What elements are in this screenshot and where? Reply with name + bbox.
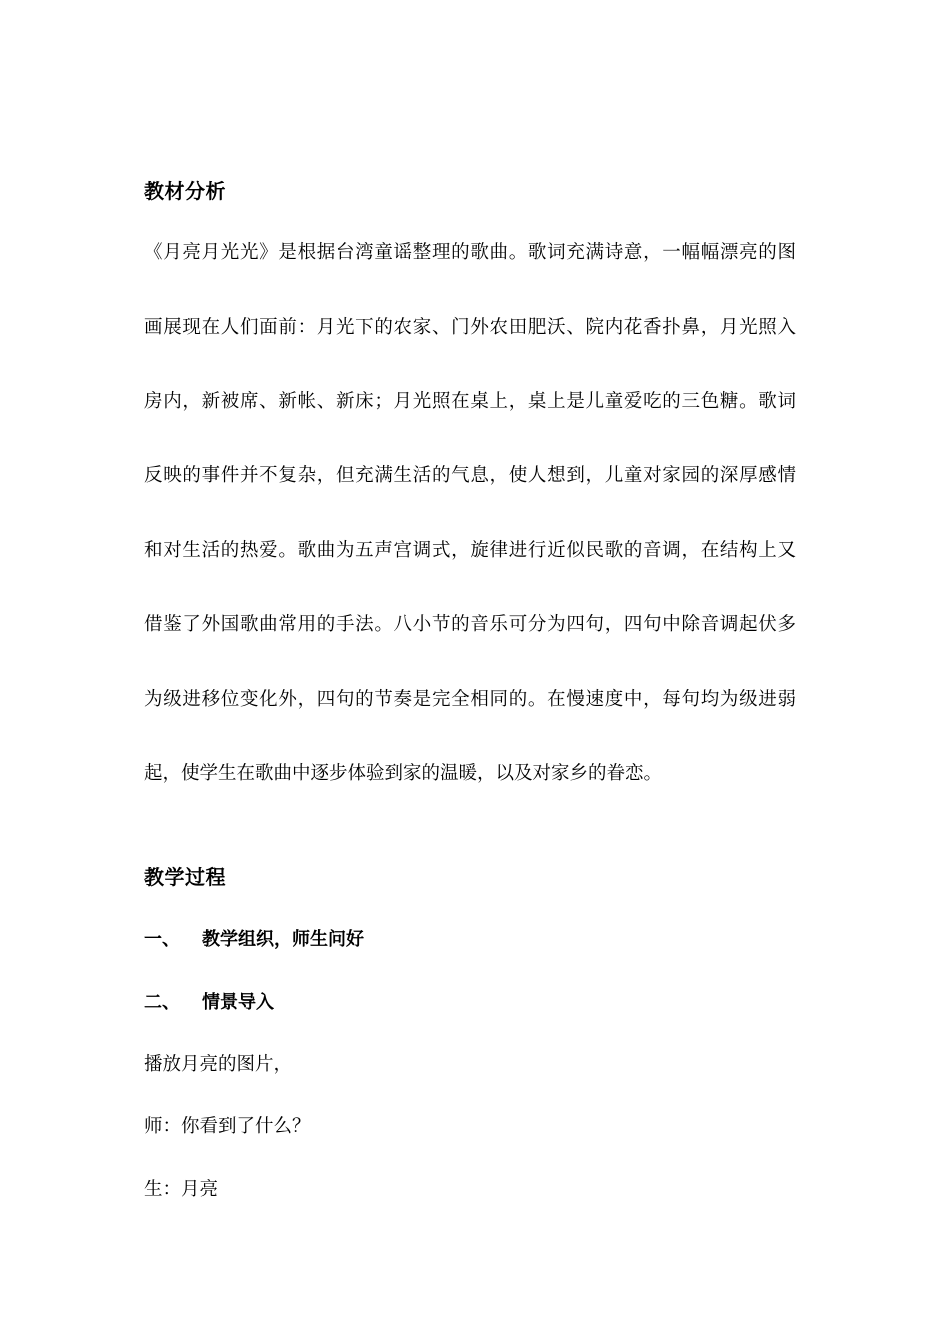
paragraph-line: 借鉴了外国歌曲常用的手法。八小节的音乐可分为四句，四句中除音调起伏多 <box>144 614 796 635</box>
step-number: 一、 <box>144 929 180 950</box>
paragraph-line: 反映的事件并不复杂，但充满生活的气息，使人想到，儿童对家园的深厚感情 <box>144 465 796 486</box>
step-number: 二、 <box>144 992 180 1013</box>
paragraph-line: 和对生活的热爱。歌曲为五声宫调式，旋律进行近似民歌的音调，在结构上又 <box>144 540 796 561</box>
paragraph-line: 《月亮月光光》是根据台湾童谣整理的歌曲。歌词充满诗意，一幅幅漂亮的图 <box>144 242 796 263</box>
step-item <box>144 925 364 951</box>
paragraph-line: 为级进移位变化外，四句的节奏是完全相同的。在慢速度中，每句均为级进弱 <box>144 689 796 710</box>
section-heading-process: 教学过程 <box>144 865 226 889</box>
section-heading-analysis: 教材分析 <box>144 179 226 203</box>
paragraph-line: 起，使学生在歌曲中逐步体验到家的温暖，以及对家乡的眷恋。 <box>144 763 663 784</box>
step-label: 情景导入 <box>202 992 274 1013</box>
paragraph-line: 画展现在人们面前：月光下的农家、门外农田肥沃、院内花香扑鼻，月光照入 <box>144 317 796 338</box>
dialog-line: 播放月亮的图片， <box>144 1054 293 1075</box>
dialog-line: 师：你看到了什么？ <box>144 1116 311 1137</box>
dialog-line: 生：月亮 <box>144 1179 219 1200</box>
step-item <box>144 988 274 1014</box>
paragraph-line: 房内，新被席、新帐、新床；月光照在桌上，桌上是儿童爱吃的三色糖。歌词 <box>144 391 796 412</box>
step-label: 教学组织，师生问好 <box>202 929 364 950</box>
